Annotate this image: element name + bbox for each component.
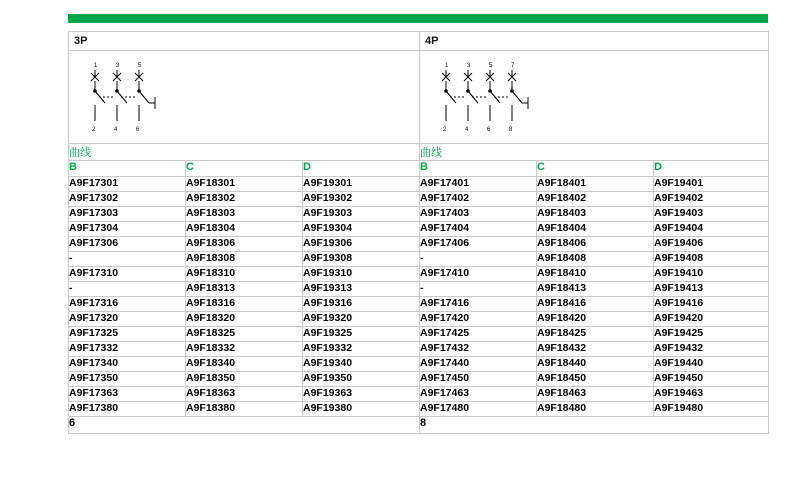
reference-cell: A9F17302 <box>69 192 186 207</box>
reference-cell: A9F19301 <box>303 177 420 192</box>
reference-cell: A9F19325 <box>303 327 420 342</box>
svg-text:7: 7 <box>511 63 515 69</box>
reference-cell: A9F19380 <box>303 402 420 417</box>
reference-cell: A9F18420 <box>537 312 654 327</box>
svg-text:1: 1 <box>445 63 449 69</box>
breaker-3p-diagram-icon <box>77 59 207 139</box>
reference-cell: A9F18463 <box>537 387 654 402</box>
reference-cell: A9F18306 <box>186 237 303 252</box>
reference-cell: A9F17320 <box>69 312 186 327</box>
reference-cell: A9F17420 <box>420 312 537 327</box>
reference-cell: A9F18340 <box>186 357 303 372</box>
svg-text:6: 6 <box>136 127 140 133</box>
reference-cell: A9F17310 <box>69 267 186 282</box>
svg-text:3: 3 <box>467 63 471 69</box>
reference-cell: A9F17402 <box>420 192 537 207</box>
reference-cell: A9F19480 <box>654 402 769 417</box>
reference-cell: A9F19350 <box>303 372 420 387</box>
table-row <box>69 342 769 357</box>
curve-letter-3p-c: C <box>186 161 303 177</box>
reference-cell: A9F18402 <box>537 192 654 207</box>
reference-cell: A9F17304 <box>69 222 186 237</box>
reference-cell: A9F19302 <box>303 192 420 207</box>
reference-cell: A9F18450 <box>537 372 654 387</box>
reference-cell: A9F19404 <box>654 222 769 237</box>
reference-cell: A9F18480 <box>537 402 654 417</box>
reference-cell: A9F17432 <box>420 342 537 357</box>
table-row <box>69 222 769 237</box>
svg-text:4: 4 <box>114 127 118 133</box>
pole-header-row <box>69 32 769 51</box>
reference-cell: - <box>420 282 537 297</box>
reference-cell: A9F17416 <box>420 297 537 312</box>
reference-cell: A9F19420 <box>654 312 769 327</box>
reference-cell: A9F19308 <box>303 252 420 267</box>
svg-text:5: 5 <box>138 63 142 69</box>
reference-cell: A9F18410 <box>537 267 654 282</box>
svg-text:8: 8 <box>509 127 513 133</box>
reference-cell: A9F19406 <box>654 237 769 252</box>
table-row <box>69 267 769 282</box>
reference-cell: A9F19316 <box>303 297 420 312</box>
pole-label-3p: 3P <box>69 32 420 51</box>
curve-letter-4p-c: C <box>537 161 654 177</box>
reference-cell: A9F19432 <box>654 342 769 357</box>
reference-cell: A9F18413 <box>537 282 654 297</box>
svg-text:1: 1 <box>94 63 98 69</box>
reference-cell: A9F17440 <box>420 357 537 372</box>
curve-letter-3p-d: D <box>303 161 420 177</box>
reference-cell: A9F19303 <box>303 207 420 222</box>
svg-text:6: 6 <box>487 127 491 133</box>
reference-cell: A9F18408 <box>537 252 654 267</box>
curve-label-4p: 曲线 <box>420 144 769 161</box>
reference-cell: A9F17480 <box>420 402 537 417</box>
reference-cell: A9F17463 <box>420 387 537 402</box>
reference-cell: A9F18425 <box>537 327 654 342</box>
svg-text:3: 3 <box>116 63 120 69</box>
table-row <box>69 177 769 192</box>
reference-cell: A9F19450 <box>654 372 769 387</box>
table-row <box>69 297 769 312</box>
reference-cell: A9F18401 <box>537 177 654 192</box>
reference-cell: - <box>69 282 186 297</box>
symbol-row <box>69 51 769 144</box>
table-row <box>69 312 769 327</box>
reference-cell: A9F19402 <box>654 192 769 207</box>
reference-cell: - <box>69 252 186 267</box>
reference-cell: A9F17306 <box>69 237 186 252</box>
curve-label-3p: 曲线 <box>69 144 420 161</box>
symbol-cell-4p <box>420 51 769 144</box>
reference-cell: A9F17316 <box>69 297 186 312</box>
curve-label-row <box>69 144 769 161</box>
table-row <box>69 237 769 252</box>
svg-text:5: 5 <box>489 63 493 69</box>
reference-cell: A9F19313 <box>303 282 420 297</box>
reference-cell: A9F18302 <box>186 192 303 207</box>
footer-value-4p: 8 <box>420 417 769 434</box>
curve-letter-row <box>69 161 769 177</box>
table-row <box>69 402 769 417</box>
reference-cell: A9F18316 <box>186 297 303 312</box>
table-row <box>69 357 769 372</box>
reference-cell: A9F19408 <box>654 252 769 267</box>
reference-cell: A9F18310 <box>186 267 303 282</box>
reference-cell: A9F19425 <box>654 327 769 342</box>
curve-letter-3p-b: B <box>69 161 186 177</box>
table-row <box>69 372 769 387</box>
reference-cell: A9F17401 <box>420 177 537 192</box>
reference-cell: A9F18440 <box>537 357 654 372</box>
reference-cell: A9F18308 <box>186 252 303 267</box>
reference-cell: A9F17350 <box>69 372 186 387</box>
reference-cell: A9F18303 <box>186 207 303 222</box>
footer-value-3p: 6 <box>69 417 420 434</box>
reference-cell: A9F17332 <box>69 342 186 357</box>
reference-cell: A9F17404 <box>420 222 537 237</box>
reference-cell: - <box>420 252 537 267</box>
reference-cell: A9F19332 <box>303 342 420 357</box>
reference-cell: A9F17380 <box>69 402 186 417</box>
reference-cell: A9F17325 <box>69 327 186 342</box>
product-reference-table <box>68 31 769 434</box>
reference-cell: A9F17303 <box>69 207 186 222</box>
reference-cell: A9F17403 <box>420 207 537 222</box>
reference-cell: A9F18304 <box>186 222 303 237</box>
reference-cell: A9F18363 <box>186 387 303 402</box>
reference-cell: A9F18432 <box>537 342 654 357</box>
reference-cell: A9F17450 <box>420 372 537 387</box>
reference-cell: A9F19340 <box>303 357 420 372</box>
reference-cell: A9F18380 <box>186 402 303 417</box>
table-row <box>69 192 769 207</box>
breaker-4p-diagram-icon <box>428 59 568 139</box>
reference-cell: A9F17301 <box>69 177 186 192</box>
reference-cell: A9F18403 <box>537 207 654 222</box>
footer-row <box>69 417 769 434</box>
reference-cell: A9F19403 <box>654 207 769 222</box>
reference-cell: A9F18313 <box>186 282 303 297</box>
reference-cell: A9F19416 <box>654 297 769 312</box>
reference-cell: A9F19410 <box>654 267 769 282</box>
reference-cell: A9F17410 <box>420 267 537 282</box>
reference-cell: A9F19320 <box>303 312 420 327</box>
symbol-cell-3p <box>69 51 420 144</box>
reference-cell: A9F18301 <box>186 177 303 192</box>
top-green-bar <box>68 14 768 23</box>
curve-letter-4p-b: B <box>420 161 537 177</box>
reference-cell: A9F17363 <box>69 387 186 402</box>
svg-text:4: 4 <box>465 127 469 133</box>
reference-cell: A9F19306 <box>303 237 420 252</box>
reference-cell: A9F17425 <box>420 327 537 342</box>
reference-cell: A9F18325 <box>186 327 303 342</box>
reference-cell: A9F17406 <box>420 237 537 252</box>
reference-cell: A9F19310 <box>303 267 420 282</box>
table-row <box>69 327 769 342</box>
reference-cell: A9F18404 <box>537 222 654 237</box>
reference-cell: A9F18332 <box>186 342 303 357</box>
reference-cell: A9F17340 <box>69 357 186 372</box>
table-row <box>69 282 769 297</box>
curve-letter-4p-d: D <box>654 161 769 177</box>
table-row <box>69 207 769 222</box>
reference-cell: A9F18416 <box>537 297 654 312</box>
reference-cell: A9F19463 <box>654 387 769 402</box>
svg-text:2: 2 <box>92 127 96 133</box>
table-row <box>69 252 769 267</box>
reference-cell: A9F19440 <box>654 357 769 372</box>
reference-cell: A9F19401 <box>654 177 769 192</box>
reference-cell: A9F18320 <box>186 312 303 327</box>
reference-cell: A9F18406 <box>537 237 654 252</box>
reference-cell: A9F18350 <box>186 372 303 387</box>
reference-cell: A9F19413 <box>654 282 769 297</box>
svg-text:2: 2 <box>443 127 447 133</box>
reference-cell: A9F19304 <box>303 222 420 237</box>
pole-label-4p: 4P <box>420 32 769 51</box>
table-row <box>69 387 769 402</box>
reference-cell: A9F19363 <box>303 387 420 402</box>
